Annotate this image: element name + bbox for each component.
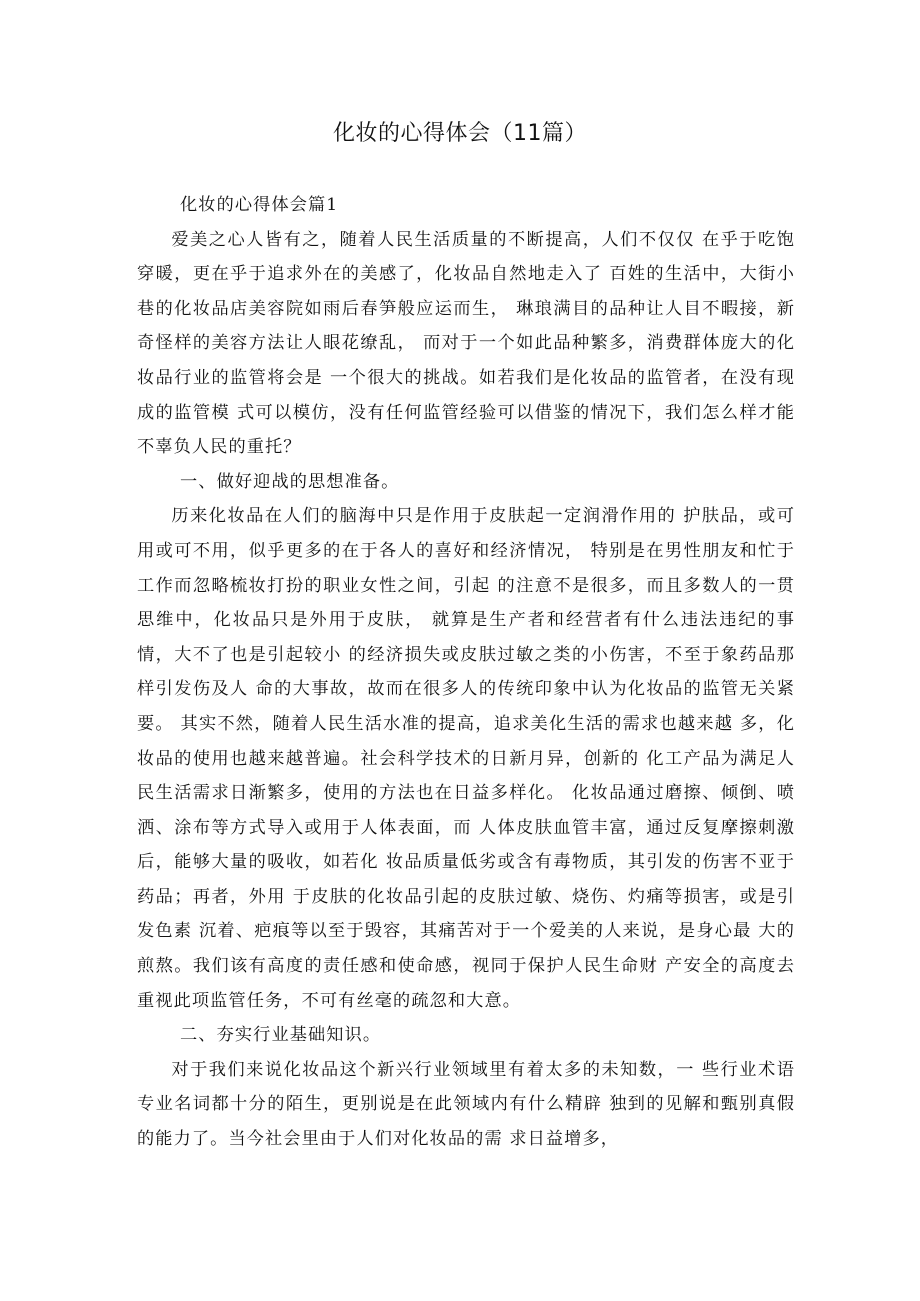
- paragraph: 爱美之心人皆有之，随着人民生活质量的不断提高，人们不仅仅 在乎于吃饱穿暖，更在乎于追求外在的美感了，化妆品自然地走入了 百姓的生活中，大街小巷的化妆品店美容院如雨后春笋般应运而生， 琳琅满目的品种让人目不暇接，新奇怪样的美容方法让人眼花缭乱， 而对于一个如此品种繁多，消费群体庞大的化妆品行业的监管将会是 一个很大的挑战。如若我们是化妆品的监管者，在没有现成的监管模 式可以模仿，没有任何监管经验可以借鉴的情况下，我们怎么样才能 不辜负人民的重托？: [137, 229, 795, 458]
- section-heading: 化妆的心得体会篇1: [180, 195, 339, 215]
- document-title: 化妆的心得体会（11篇）: [333, 121, 587, 146]
- paragraph: 对于我们来说化妆品这个新兴行业领域里有着太多的未知数，一 些行业术语专业名词都十分的陌生，更别说是在此领域内有什么精辟 独到的见解和甄别真假的能力了。当今社会里由于人们对化妆品的需 求日益增多，: [137, 1059, 795, 1150]
- paragraph: 历来化妆品在人们的脑海中只是作用于皮肤起一定润滑作用的 护肤品，或可用或可不用，似乎更多的在于各人的喜好和经济情况， 特别是在男性朋友和忙于工作而忽略梳妆打扮的职业女性之间，引起 的注意不是很多，而且多数人的一贯思维中，化妆品只是外用于皮肤， 就算是生产者和经营者有什么违法违纪的事情，大不了也是引起较小 的经济损失或皮肤过敏之类的小伤害，不至于象药品那样引发伤及人 命的大事故，故而在很多人的传统印象中认为化妆品的监管无关紧要。 其实不然，随着人民生活水准的提高，追求美化生活的需求也越来越 多，化妆品的使用也越来越普遍。社会科学技术的日新月异，创新的 化工产品为满足人民生活需求日渐繁多，使用的方法也在日益多样化。 化妆品通过磨擦、倾倒、喷洒、涂布等方式导入或用于人体表面，而 人体皮肤血管丰富，通过反复摩擦刺激后，能够大量的吸收，如若化 妆品质量低劣或含有毒物质，其引发的伤害不亚于药品；再者，外用 于皮肤的化妆品引起的皮肤过敏、烧伤、灼痛等损害，或是引发色素 沉着、疤痕等以至于毁容，其痛苦对于一个爱美的人来说，是身心最 大的煎熬。我们该有高度的责任感和使命感，视同于保护人民生命财 产安全的高度去重视此项监管任务，不可有丝毫的疏忽和大意。: [137, 506, 795, 1011]
- subsection-heading: 二、夯实行业基础知识。: [180, 1025, 382, 1046]
- subsection-heading: 一、做好迎战的思想准备。: [180, 471, 400, 492]
- document-body: [137, 188, 795, 1157]
